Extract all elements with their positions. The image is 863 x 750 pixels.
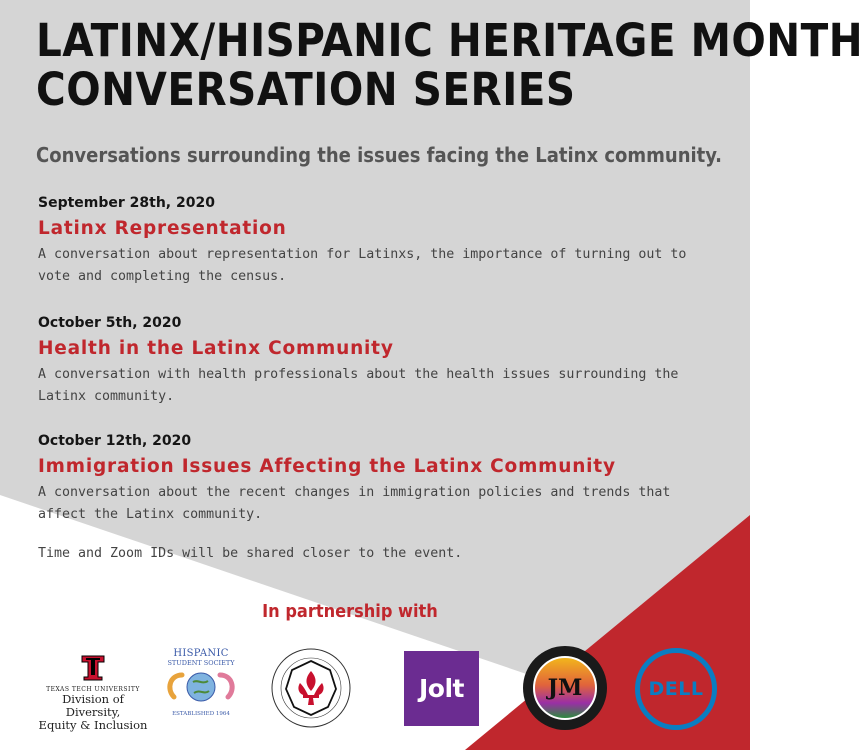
- double-t-icon: [38, 655, 148, 681]
- event-description: [38, 482, 698, 526]
- jolt-wordmark: Jolt: [419, 674, 464, 703]
- subtitle: Conversations surrounding the issues facing the Latinx community.: [36, 143, 722, 167]
- ttu-equity: Equity & Inclusion: [38, 718, 148, 732]
- zoom-note: Time and Zoom IDs will be shared closer to the event.: [38, 546, 463, 561]
- description-line: A conversation about the recent changes in immigration policies and trends that: [38, 485, 671, 500]
- description-line: A conversation with health professionals about the health issues surrounding the: [38, 367, 679, 382]
- ttu-ddei-logo: [38, 655, 148, 730]
- hss-name: HISPANIC: [173, 648, 229, 659]
- jolt-logo: [404, 651, 479, 726]
- ttu-division: Division of Diversity,: [62, 692, 124, 719]
- hss-established: ESTABLISHED 1964: [172, 711, 230, 717]
- event-date: October 5th, 2020: [38, 315, 182, 331]
- event-title: Latinx Representation: [38, 218, 287, 239]
- hss-subname: STUDENT SOCIETY: [167, 659, 235, 667]
- dell-logo: [635, 648, 717, 730]
- description-line: A conversation about representation for Latinxs, the importance of turning out to: [38, 247, 687, 262]
- description-line: vote and completing the census.: [38, 269, 287, 284]
- description-line: Latinx community.: [38, 389, 175, 404]
- event-3: [38, 433, 698, 526]
- globe-hands-icon: [160, 667, 242, 707]
- event-date: October 12th, 2020: [38, 433, 192, 449]
- title-line-2: CONVERSATION SERIES: [36, 63, 576, 116]
- dell-wordmark: DELL: [648, 678, 704, 700]
- ujm-initials: JM: [547, 675, 583, 701]
- event-title: Immigration Issues Affecting the Latinx Community: [38, 456, 616, 477]
- council-seal-logo: [270, 647, 352, 729]
- event-description: [38, 364, 698, 408]
- partnership-heading: In partnership with: [262, 601, 438, 622]
- ujm-emblem: [533, 656, 597, 720]
- event-description: [38, 244, 698, 288]
- description-line: affect the Latinx community.: [38, 507, 263, 522]
- ttu-name: TEXAS TECH UNIVERSITY: [46, 686, 140, 693]
- event-2: [38, 315, 698, 408]
- event-1: [38, 195, 698, 288]
- title-line-1: LATINX/HISPANIC HERITAGE MONTH: [36, 14, 863, 67]
- ujm-logo: [523, 646, 607, 730]
- event-date: September 28th, 2020: [38, 195, 215, 211]
- hispanic-student-society-logo: [160, 648, 242, 730]
- event-title: Health in the Latinx Community: [38, 338, 394, 359]
- page-title: [36, 16, 863, 114]
